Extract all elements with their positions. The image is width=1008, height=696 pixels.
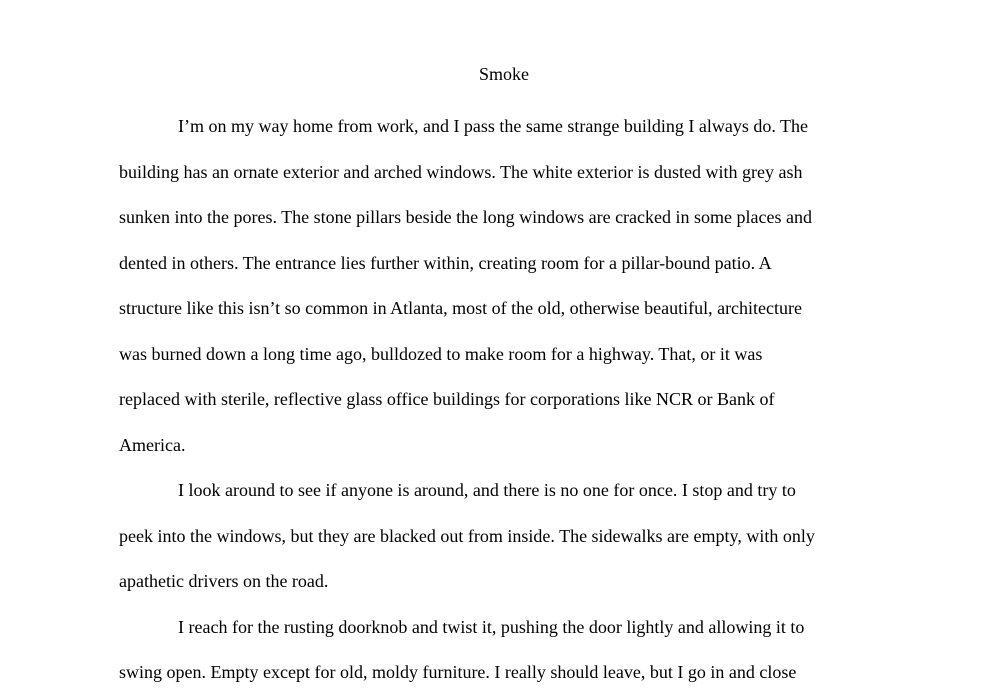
text-line: I reach for the rusting doorknob and twist it, pushing the door lightly and allowing it to <box>178 617 805 637</box>
text-line: I’m on my way home from work, and I pass the same strange building I always do. The <box>178 116 809 136</box>
text-line: I look around to see if anyone is around, and there is no one for once. I stop and try to <box>178 480 796 500</box>
text-line: building has an ornate exterior and arched windows. The white exterior is dusted with grey ash <box>119 162 803 182</box>
text-line: dented in others. The entrance lies further within, creating room for a pillar-bound patio. A <box>119 253 772 273</box>
text-line: America. <box>119 435 186 455</box>
text-line: replaced with sterile, reflective glass office buildings for corporations like NCR or Bank of <box>119 389 775 409</box>
text-line: structure like this isn’t so common in Atlanta, most of the old, otherwise beautiful, architecture <box>119 298 803 318</box>
text-line: peek into the windows, but they are blacked out from inside. The sidewalks are empty, with only <box>119 526 815 546</box>
text-line: apathetic drivers on the road. <box>119 571 329 591</box>
text-line: swing open. Empty except for old, moldy furniture. I really should leave, but I go in and close <box>119 662 797 682</box>
text-line: was burned down a long time ago, bulldozed to make room for a highway. That, or it was <box>119 344 763 364</box>
text-line: sunken into the pores. The stone pillars beside the long windows are cracked in some places and <box>119 207 812 227</box>
document-title: Smoke <box>478 64 529 84</box>
